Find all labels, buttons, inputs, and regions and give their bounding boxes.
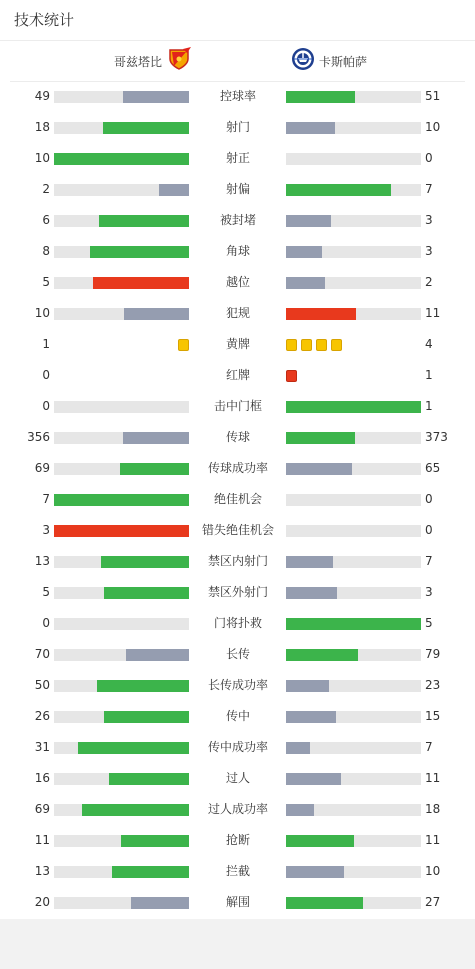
home-bar-fill (159, 184, 189, 196)
away-bar-track (286, 773, 421, 785)
home-bar-track (54, 401, 189, 413)
home-value: 6 (42, 213, 50, 227)
yellow-card-icon (286, 339, 297, 351)
home-bar-fill (121, 835, 189, 847)
home-bar-fill (93, 277, 189, 289)
away-value: 7 (425, 182, 433, 196)
away-bar-track (286, 525, 421, 537)
home-bar-track (54, 804, 189, 816)
away-bar-track (286, 122, 421, 134)
away-bar-track (286, 401, 421, 413)
away-bar-fill (286, 711, 336, 723)
stat-row (0, 732, 475, 763)
home-bar-fill (103, 122, 189, 134)
away-bar-track (286, 463, 421, 475)
away-bar-track (286, 711, 421, 723)
stat-row (0, 701, 475, 732)
home-bar-track (54, 618, 189, 630)
away-team[interactable] (291, 50, 367, 72)
away-cards (286, 370, 297, 382)
away-value: 4 (425, 337, 433, 351)
away-bar-track (286, 649, 421, 661)
home-bar-fill (112, 866, 189, 878)
away-value: 1 (425, 368, 433, 382)
stat-row (0, 205, 475, 236)
home-value: 10 (34, 151, 50, 165)
away-value: 0 (425, 151, 433, 165)
away-value: 3 (425, 213, 433, 227)
away-bar-fill (286, 246, 322, 258)
home-bar-fill (54, 494, 189, 506)
home-bar-track (54, 773, 189, 785)
stat-row (0, 763, 475, 794)
home-bar-fill (104, 587, 189, 599)
stat-row (0, 267, 475, 298)
home-bar-track (54, 153, 189, 165)
team-header (0, 41, 475, 81)
home-value: 0 (42, 368, 50, 382)
stat-row (0, 236, 475, 267)
away-bar-fill (286, 587, 337, 599)
stat-label: 绝佳机会 (213, 492, 262, 506)
stat-label: 错失绝佳机会 (201, 523, 274, 537)
home-value: 13 (34, 864, 50, 878)
home-bar-fill (104, 711, 189, 723)
away-value: 2 (425, 275, 433, 289)
away-bar-fill (286, 680, 329, 692)
stat-label: 禁区外射门 (207, 585, 268, 599)
stat-label: 传球成功率 (207, 461, 268, 475)
home-value: 49 (34, 89, 50, 103)
away-bar-track (286, 432, 421, 444)
away-value: 0 (425, 523, 433, 537)
home-bar-fill (123, 91, 189, 103)
stat-row (0, 825, 475, 856)
away-value: 27 (425, 895, 441, 909)
stat-row (0, 329, 475, 360)
away-value: 51 (425, 89, 441, 103)
stat-row (0, 887, 475, 918)
home-value: 16 (34, 771, 50, 785)
away-bar-track (286, 618, 421, 630)
away-value: 7 (425, 740, 433, 754)
home-value: 70 (34, 647, 50, 661)
stat-row (0, 515, 475, 546)
home-bar-fill (97, 680, 189, 692)
home-bar-fill (99, 215, 189, 227)
stat-label: 拦截 (225, 864, 250, 878)
home-bar-fill (101, 556, 189, 568)
away-bar-fill (286, 742, 310, 754)
home-bar-track (54, 463, 189, 475)
away-value: 18 (425, 802, 441, 816)
home-value: 0 (42, 616, 50, 630)
stat-label: 越位 (225, 275, 250, 289)
away-bar-fill (286, 277, 325, 289)
stat-row (0, 856, 475, 887)
home-cards (178, 339, 189, 351)
home-bar-track (54, 122, 189, 134)
stat-row (0, 298, 475, 329)
stat-row (0, 143, 475, 174)
yellow-card-icon (331, 339, 342, 351)
stat-row (0, 360, 475, 391)
away-team-name: 卡斯帕萨 (319, 54, 368, 69)
stat-row (0, 81, 475, 112)
away-bar-track (286, 587, 421, 599)
red-card-icon (286, 370, 297, 382)
away-bar-fill (286, 215, 331, 227)
stat-label: 禁区内射门 (207, 554, 268, 568)
stat-label: 红牌 (225, 368, 250, 382)
stat-row (0, 422, 475, 453)
away-bar-track (286, 897, 421, 909)
home-value: 50 (34, 678, 50, 692)
home-value: 11 (34, 833, 50, 847)
stat-label: 黄牌 (225, 337, 250, 351)
home-value: 20 (34, 895, 50, 909)
stat-label: 被封堵 (219, 213, 256, 227)
home-team-name: 哥兹塔比 (114, 54, 163, 69)
away-cards (286, 339, 342, 351)
away-bar-fill (286, 835, 354, 847)
home-bar-track (54, 215, 189, 227)
away-bar-track (286, 91, 421, 103)
home-bar-track (54, 649, 189, 661)
stats-list (0, 81, 475, 918)
home-value: 26 (34, 709, 50, 723)
away-bar-track (286, 153, 421, 165)
stat-row (0, 174, 475, 205)
away-value: 5 (425, 616, 433, 630)
away-bar-fill (286, 618, 421, 630)
home-value: 3 (42, 523, 50, 537)
away-bar-track (286, 184, 421, 196)
away-bar-track (286, 680, 421, 692)
away-value: 11 (425, 771, 441, 785)
stat-label: 解围 (225, 895, 250, 909)
home-value: 5 (42, 275, 50, 289)
home-bar-track (54, 556, 189, 568)
stat-row (0, 453, 475, 484)
away-bar-fill (286, 649, 358, 661)
away-value: 11 (425, 306, 441, 320)
away-bar-track (286, 804, 421, 816)
away-bar-fill (286, 773, 341, 785)
home-value: 0 (42, 399, 50, 413)
away-bar-fill (286, 91, 355, 103)
stat-label: 射偏 (225, 182, 250, 196)
away-value: 11 (425, 833, 441, 847)
stat-label: 抢断 (225, 833, 250, 847)
stat-row (0, 112, 475, 143)
yellow-card-icon (301, 339, 312, 351)
stat-row (0, 670, 475, 701)
away-bar-track (286, 277, 421, 289)
stat-label: 击中门框 (213, 399, 262, 413)
home-value: 69 (34, 802, 50, 816)
stat-label: 犯规 (225, 306, 250, 320)
home-value: 1 (42, 337, 50, 351)
home-bar-track (54, 866, 189, 878)
section-title: 技术统计 (14, 11, 75, 29)
away-value: 7 (425, 554, 433, 568)
home-bar-track (54, 835, 189, 847)
stat-row (0, 639, 475, 670)
stat-label: 过人成功率 (207, 802, 268, 816)
away-value: 79 (425, 647, 441, 661)
home-bar-track (54, 680, 189, 692)
home-bar-fill (123, 432, 189, 444)
stat-label: 射门 (225, 120, 250, 134)
home-bar-track (54, 91, 189, 103)
away-bar-track (286, 556, 421, 568)
away-bar-track (286, 835, 421, 847)
home-bar-track (54, 432, 189, 444)
away-bar-fill (286, 432, 355, 444)
home-bar-fill (78, 742, 189, 754)
home-bar-track (54, 184, 189, 196)
home-bar-track (54, 525, 189, 537)
stat-label: 门将扑救 (213, 616, 262, 630)
away-value: 10 (425, 864, 441, 878)
home-value: 18 (34, 120, 50, 134)
away-bar-fill (286, 463, 352, 475)
away-bar-track (286, 494, 421, 506)
away-bar-fill (286, 897, 363, 909)
stat-row (0, 794, 475, 825)
stat-row (0, 577, 475, 608)
home-bar-fill (54, 153, 189, 165)
away-bar-track (286, 742, 421, 754)
stat-label: 传中 (225, 709, 250, 723)
home-value: 7 (42, 492, 50, 506)
stat-row (0, 391, 475, 422)
home-bar-track (54, 494, 189, 506)
stat-label: 控球率 (219, 89, 256, 103)
stat-label: 传球 (225, 430, 250, 444)
home-bar-track (54, 277, 189, 289)
away-bar-track (286, 308, 421, 320)
away-value: 65 (425, 461, 441, 475)
away-bar-track (286, 866, 421, 878)
away-bar-fill (286, 308, 356, 320)
away-value: 3 (425, 244, 433, 258)
home-bar-fill (82, 804, 189, 816)
stat-label: 过人 (225, 771, 250, 785)
stat-label: 射正 (225, 151, 250, 165)
kasimpasa-crest-icon (291, 47, 315, 75)
stat-label: 长传成功率 (207, 678, 268, 692)
home-bar-fill (54, 525, 189, 537)
away-value: 373 (425, 430, 448, 444)
home-bar-track (54, 587, 189, 599)
away-value: 23 (425, 678, 441, 692)
home-value: 2 (42, 182, 50, 196)
stat-label: 传中成功率 (207, 740, 268, 754)
home-bar-track (54, 711, 189, 723)
stat-row (0, 608, 475, 639)
home-value: 8 (42, 244, 50, 258)
stat-row (0, 484, 475, 515)
home-bar-track (54, 246, 189, 258)
away-value: 3 (425, 585, 433, 599)
home-value: 5 (42, 585, 50, 599)
home-bar-fill (126, 649, 189, 661)
yellow-card-icon (316, 339, 327, 351)
stat-label: 角球 (225, 244, 250, 258)
stat-row (0, 546, 475, 577)
away-bar-fill (286, 804, 314, 816)
home-value: 13 (34, 554, 50, 568)
home-bar-fill (90, 246, 189, 258)
away-bar-track (286, 246, 421, 258)
yellow-card-icon (178, 339, 189, 351)
home-bar-track (54, 897, 189, 909)
away-bar-fill (286, 556, 333, 568)
home-value: 31 (34, 740, 50, 754)
goztepe-crest-icon (166, 47, 192, 75)
away-bar-track (286, 215, 421, 227)
away-bar-fill (286, 401, 421, 413)
home-bar-track (54, 308, 189, 320)
home-value: 10 (34, 306, 50, 320)
away-bar-fill (286, 866, 344, 878)
home-bar-fill (124, 308, 189, 320)
home-bar-fill (120, 463, 189, 475)
home-value: 356 (27, 430, 50, 444)
home-team[interactable] (114, 50, 192, 72)
stat-label: 长传 (225, 647, 250, 661)
away-bar-fill (286, 122, 335, 134)
away-value: 0 (425, 492, 433, 506)
away-bar-fill (286, 184, 391, 196)
home-bar-fill (109, 773, 189, 785)
home-bar-track (54, 742, 189, 754)
away-value: 10 (425, 120, 441, 134)
away-value: 1 (425, 399, 433, 413)
home-value: 69 (34, 461, 50, 475)
home-bar-fill (131, 897, 189, 909)
away-value: 15 (425, 709, 441, 723)
